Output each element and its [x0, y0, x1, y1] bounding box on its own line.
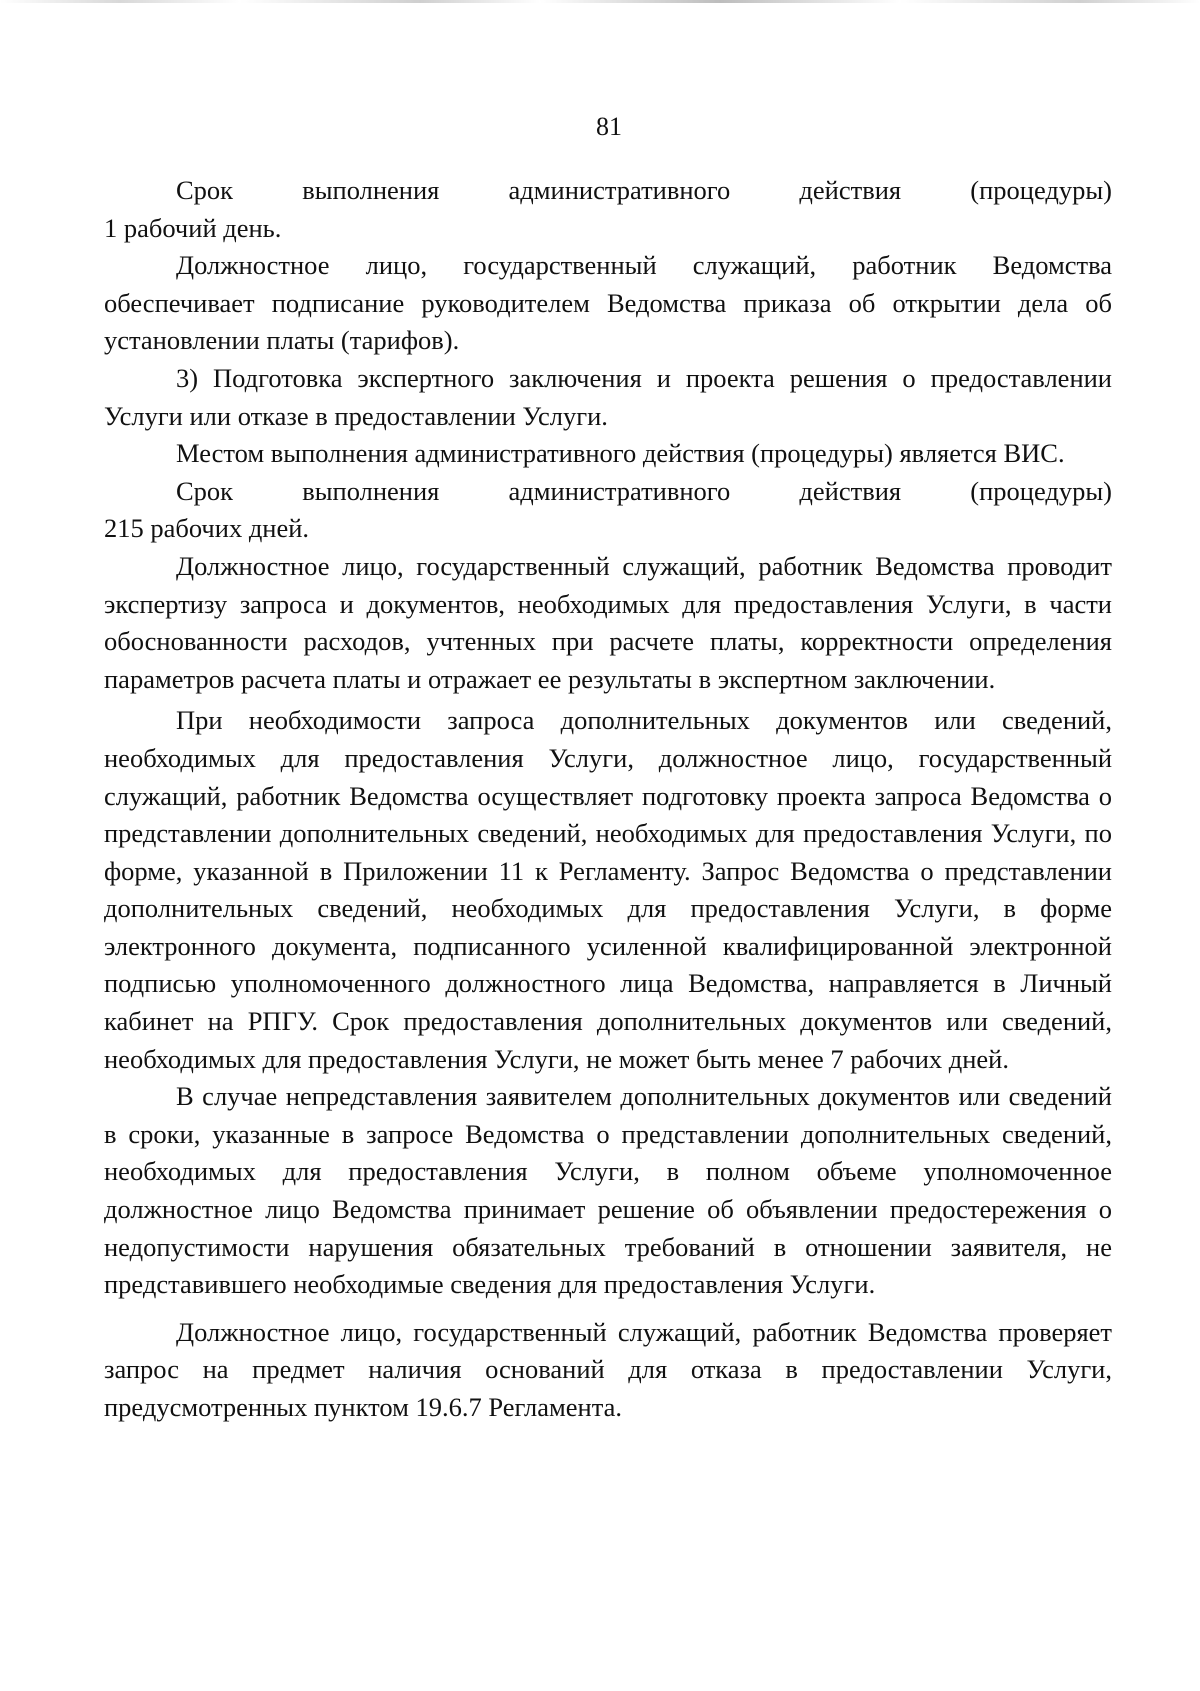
- paragraph-gap: [104, 1304, 1112, 1314]
- scan-edge: [0, 0, 1200, 3]
- term-word: административного: [508, 475, 731, 506]
- term-value: 1 рабочий день.: [104, 212, 282, 243]
- term-word: Срок: [176, 175, 234, 205]
- page-number: 81: [596, 112, 622, 141]
- paragraph: Должностное лицо, государственный служащий, работник Ведомства обеспечивает подписание руководителем Ведомства приказа об открытии дела об установлении платы (тарифов).: [104, 250, 1112, 356]
- paragraph: 3) Подготовка экспертного заключения и проекта решения о предоставлении Услуги или отказе в предоставлении Услуги.: [104, 362, 1112, 431]
- term-word: выполнения: [302, 175, 440, 205]
- term-value: 215 рабочих дней.: [104, 513, 310, 544]
- paragraph-term-2: [104, 473, 1112, 548]
- document-body: [104, 172, 1112, 1427]
- paragraph-term-1: [104, 172, 1112, 247]
- term-word: административного: [508, 175, 731, 205]
- paragraph: Должностное лицо, государственный служащий, работник Ведомства проверяет запрос на предмет наличия оснований для отказа в предоставлении Услуги, предусмотренных пунктом 19.6.7 Регламента.: [104, 1316, 1112, 1422]
- paragraph: В случае непредставления заявителем дополнительных документов или сведений в сроки, указанные в запросе Ведомства о представлении дополнительных сведений, необходимых для предоставления Услуги, в полном объеме уполномоченное должностное лицо Ведомства принимает решение об объявлении предостережения о недопустимости нарушения обязательных требований в отношении заявителя, не представившего необходимые сведения для предоставления Услуги.: [104, 1081, 1112, 1300]
- paragraph: Должностное лицо, государственный служащий, работник Ведомства проводит экспертизу запроса и документов, необходимых для предоставления Услуги, в части обоснованности расходов, учтенных при расчете платы, корректности определения параметров расчета платы и отражает ее результаты в экспертном заключении.: [104, 550, 1112, 694]
- term-word: (процедуры): [970, 175, 1112, 205]
- term-word: действия: [799, 175, 902, 205]
- paragraph: При необходимости запроса дополнительных документов или сведений, необходимых для предоставления Услуги, должностное лицо, государственный служащий, работник Ведомства осуществляет подготовку проекта запроса Ведомства о представлении дополнительных сведений, необходимых для предоставления Услуги, по форме, указанной в Приложении 11 к Регламенту. Запрос Ведомства о представлении дополнительных сведений, необходимых для предоставления Услуги, в форме электронного документа, подписанного усиленной квалифицированной электронной подписью уполномоченного должностного лица Ведомства, направляется в Личный кабинет на РПГУ. Срок предоставления дополнительных документов или сведений, необходимых для предоставления Услуги, не может быть менее 7 рабочих дней.: [104, 705, 1112, 1074]
- term-line: [176, 473, 1112, 511]
- term-word: действия: [799, 475, 902, 506]
- paragraph: Местом выполнения административного действия (процедуры) является ВИС.: [176, 438, 1065, 469]
- term-line: [176, 172, 1112, 210]
- term-word: Срок: [176, 475, 234, 506]
- term-word: (процедуры): [970, 475, 1112, 506]
- term-word: выполнения: [302, 475, 440, 506]
